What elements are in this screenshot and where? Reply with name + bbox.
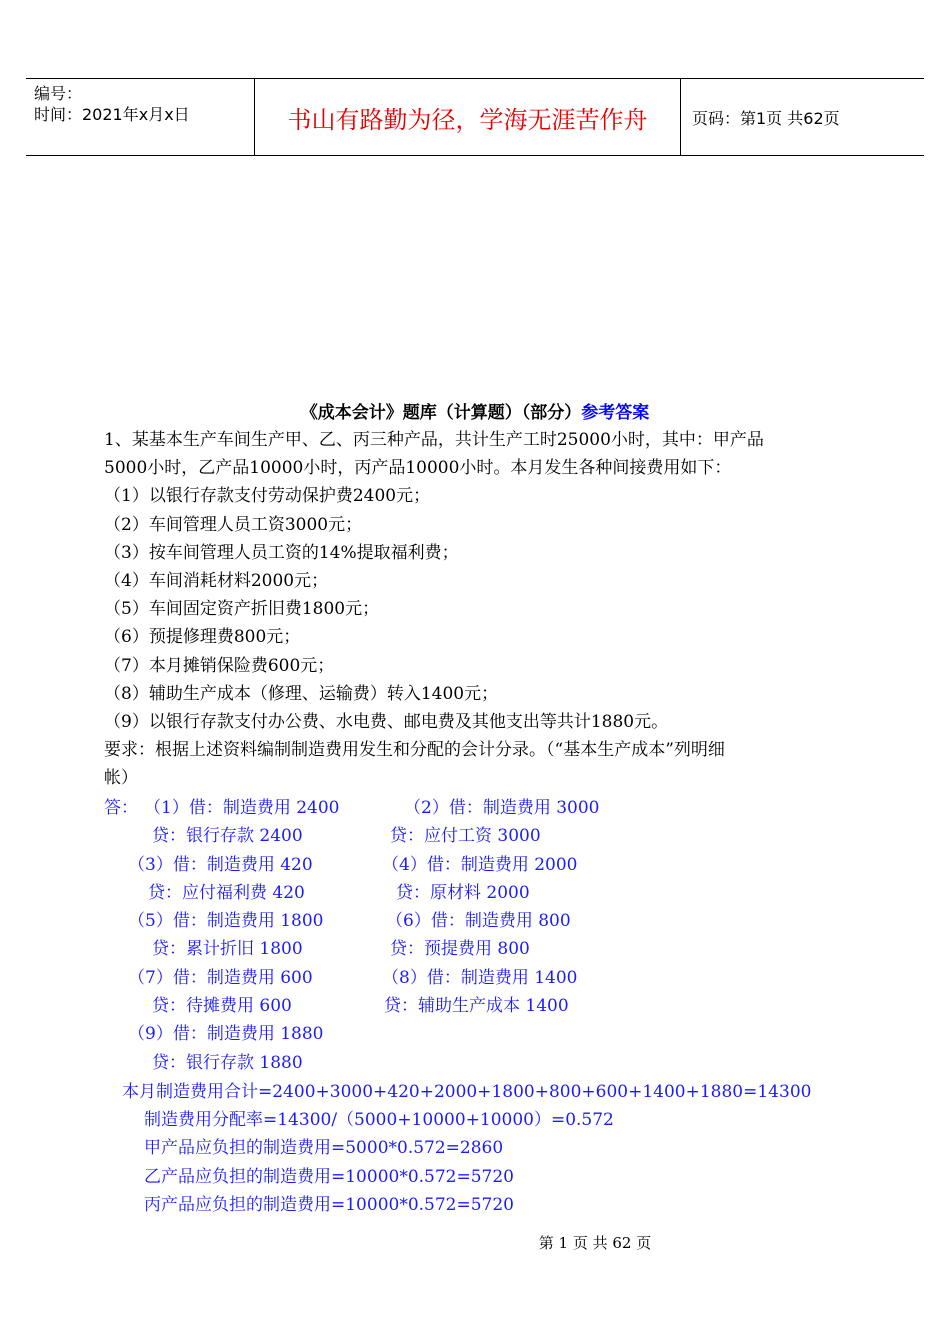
document-title	[0, 398, 950, 423]
answer-row	[104, 992, 864, 1020]
answer-row	[104, 879, 864, 907]
entry-right: 贷：原材料 2000	[396, 882, 530, 903]
question-line: 5000小时，乙产品10000小时，丙产品10000小时。本月发生各种间接费用如下：	[104, 458, 732, 479]
calc-line: 乙产品应负担的制造费用=10000*0.572=5720	[144, 1166, 514, 1187]
answer-row	[104, 851, 864, 879]
answer-row	[104, 964, 864, 992]
calc-line: 甲产品应负担的制造费用=5000*0.572=2860	[144, 1138, 504, 1159]
question-line: （6）预提修理费800元；	[104, 627, 301, 648]
entry-left: 贷：银行存款 2400	[152, 826, 303, 847]
question-line: （3）按车间管理人员工资的14%提取福利费；	[104, 542, 459, 563]
title-highlight: 参考答案	[581, 403, 650, 423]
entry-right: （4）借：制造费用 2000	[382, 854, 578, 875]
title-main: 《成本会计》题库（计算题）（部分）	[300, 403, 582, 423]
answer-row	[104, 822, 864, 850]
answer-prefix: 答：	[104, 798, 138, 818]
entry-right: 贷：辅助生产成本 1400	[384, 996, 569, 1017]
entry-right: 贷：应付工资 3000	[390, 826, 541, 847]
entry-right: 贷：预提费用 800	[390, 939, 530, 960]
entry-right: （6）借：制造费用 800	[386, 911, 571, 932]
question-line: （1）以银行存款支付劳动保护费2400元；	[104, 486, 431, 507]
entry-left: （3）借：制造费用 420	[128, 854, 313, 875]
question-line: 1、某基本生产车间生产甲、乙、丙三种产品，共计生产工时25000小时，其中：甲产品	[104, 430, 764, 450]
entry-right: （8）借：制造费用 1400	[382, 967, 578, 988]
entry-left: 贷：累计折旧 1800	[152, 939, 303, 960]
document-time-label: 时间：2021年x月x日	[34, 105, 190, 124]
answer-entries	[104, 794, 864, 1077]
entry-left: （1）借：制造费用 2400	[144, 798, 340, 818]
question-line: 帐）	[104, 768, 138, 789]
entry-left: 贷：待摊费用 600	[152, 996, 292, 1017]
question-body	[104, 426, 864, 793]
calc-line: 丙产品应负担的制造费用=10000*0.572=5720	[144, 1194, 514, 1215]
answer-row	[104, 1020, 864, 1048]
entry-right: （2）借：制造费用 3000	[404, 798, 600, 818]
question-line: （9）以银行存款支付办公费、水电费、邮电费及其他支出等共计1880元。	[104, 712, 669, 733]
question-line: （5）车间固定资产折旧费1800元；	[104, 599, 380, 620]
question-line: （7）本月摊销保险费600元；	[104, 655, 335, 676]
answer-row	[104, 1049, 864, 1077]
header-page-info: 页码：第1页 共62页	[692, 108, 840, 128]
answer-row	[104, 794, 864, 822]
question-line: （8）辅助生产成本（修理、运输费）转入1400元；	[104, 683, 499, 704]
calc-line: 制造费用分配率=14300/（5000+10000+10000）=0.572	[144, 1110, 614, 1131]
question-line: （2）车间管理人员工资3000元；	[104, 514, 363, 535]
calc-line: 本月制造费用合计=2400+3000+420+2000+1800+800+600+1400+1880=14300	[122, 1082, 812, 1102]
calculation-block	[104, 1078, 811, 1219]
question-line: 要求：根据上述资料编制制造费用发生和分配的会计分录。（“基本生产成本”列明细	[104, 740, 725, 761]
header-motto: 书山有路勤为径，学海无涯苦作舟	[254, 79, 681, 155]
document-number-label: 编号：	[34, 84, 83, 103]
entry-left: （7）借：制造费用 600	[128, 967, 313, 988]
entry-left: （5）借：制造费用 1800	[128, 911, 324, 932]
entry-left: 贷：应付福利费 420	[148, 882, 305, 903]
entry-left: （9）借：制造费用 1880	[128, 1024, 324, 1045]
page-footer: 第 1 页 共 62 页	[538, 1234, 652, 1252]
question-line: （4）车间消耗材料2000元；	[104, 571, 329, 592]
header-table	[26, 78, 924, 156]
header-meta-cell	[26, 79, 254, 155]
entry-left: 贷：银行存款 1880	[152, 1052, 303, 1073]
answer-row	[104, 935, 864, 963]
answer-row	[104, 907, 864, 935]
